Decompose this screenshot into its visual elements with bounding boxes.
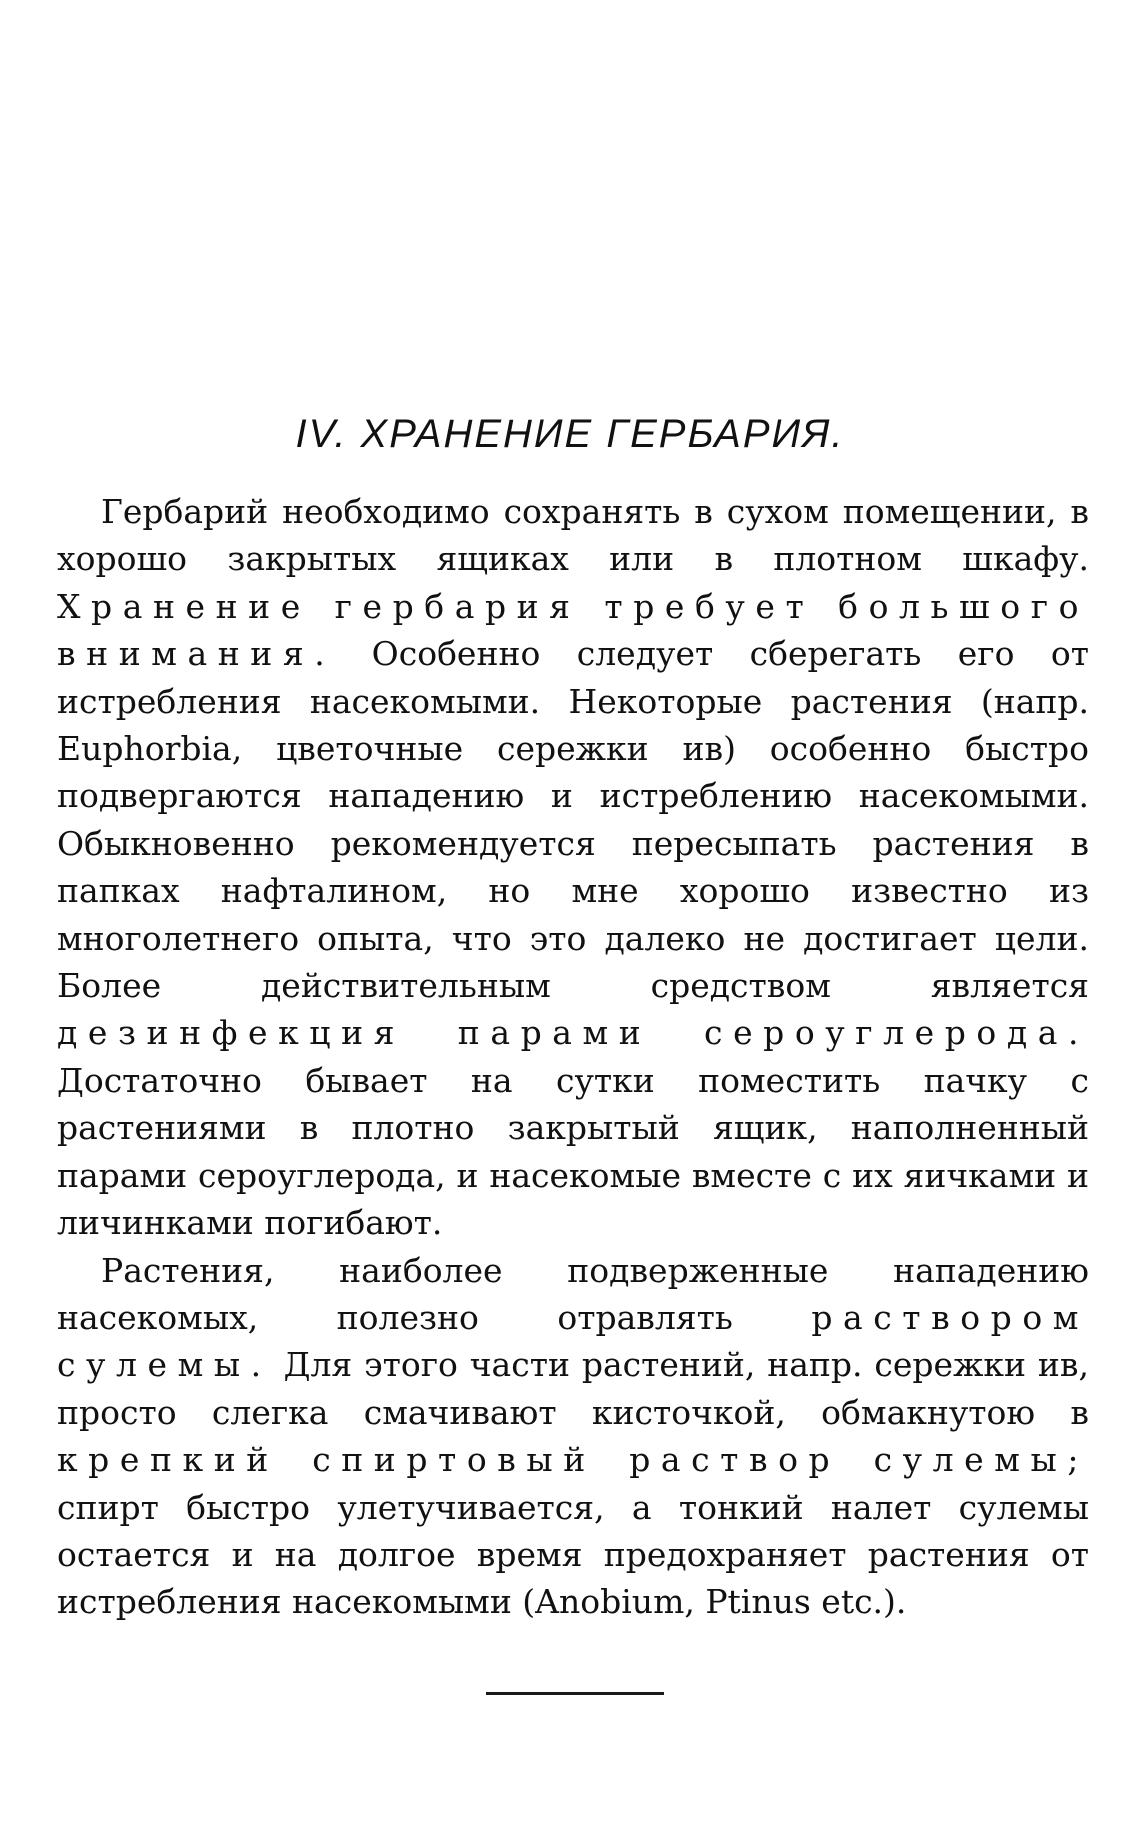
- paragraph-1-emphasis-storage: Хранение гербария требует большого внимания.: [57, 586, 1089, 674]
- section-end-rule: [486, 1692, 664, 1695]
- paragraph-1-text-end: Достаточно бывает на сутки поместить пачку с растениями в плотно закрытый ящик, наполненный парами сероуглерода, и насекомые вместе с их яичками и личинками погибают.: [57, 1060, 1089, 1243]
- paragraph-1-emphasis-disinfection: дезинфекция парами сероуглерода.: [57, 1013, 1089, 1053]
- paragraph-2-text-continued: Для этого части растений, напр. сережки ив, просто слегка смачивают кисточкой, обмакнутою в: [57, 1345, 1089, 1432]
- paragraph-2-text-end: спирт быстро улетучивается, а тонкий налет сулемы остается и на долгое время предохраняет растения от истребления насекомыми (Anobium, Ptinus etc.).: [57, 1487, 1089, 1622]
- chapter-heading: IV. ХРАНЕНИЕ ГЕРБАРИЯ.: [295, 412, 845, 456]
- paragraph-2-emphasis-solution: раствором сулемы.: [57, 1297, 1089, 1385]
- paragraph-1: [57, 488, 1089, 1247]
- paragraph-1-text: Гербарий необходимо сохранять в сухом помещении, в хорошо закрытых ящиках или в плотном шкафу.: [57, 492, 1089, 579]
- paragraph-2: [57, 1247, 1089, 1626]
- paragraph-2-text: Растения, наиболее подверженные нападению насекомых, полезно отравлять: [57, 1250, 1089, 1337]
- body-text: [57, 488, 1089, 1626]
- paragraph-2-emphasis-alcohol-solution: крепкий спиртовый раствор сулемы;: [57, 1440, 1089, 1480]
- paragraph-1-text-continued: Особенно следует сберегать его от истребления насекомыми. Некоторые растения (напр. Euphorbia, цветочные сережки ив) особенно быстро подвергаются нападению и истреблению насекомыми. Обыкновенно рекомендуется пересыпать растения в папках нафталином, но мне хорошо известно из многолетнего опыта, что это далеко не достигает цели. Более действительным средством является: [57, 634, 1089, 1006]
